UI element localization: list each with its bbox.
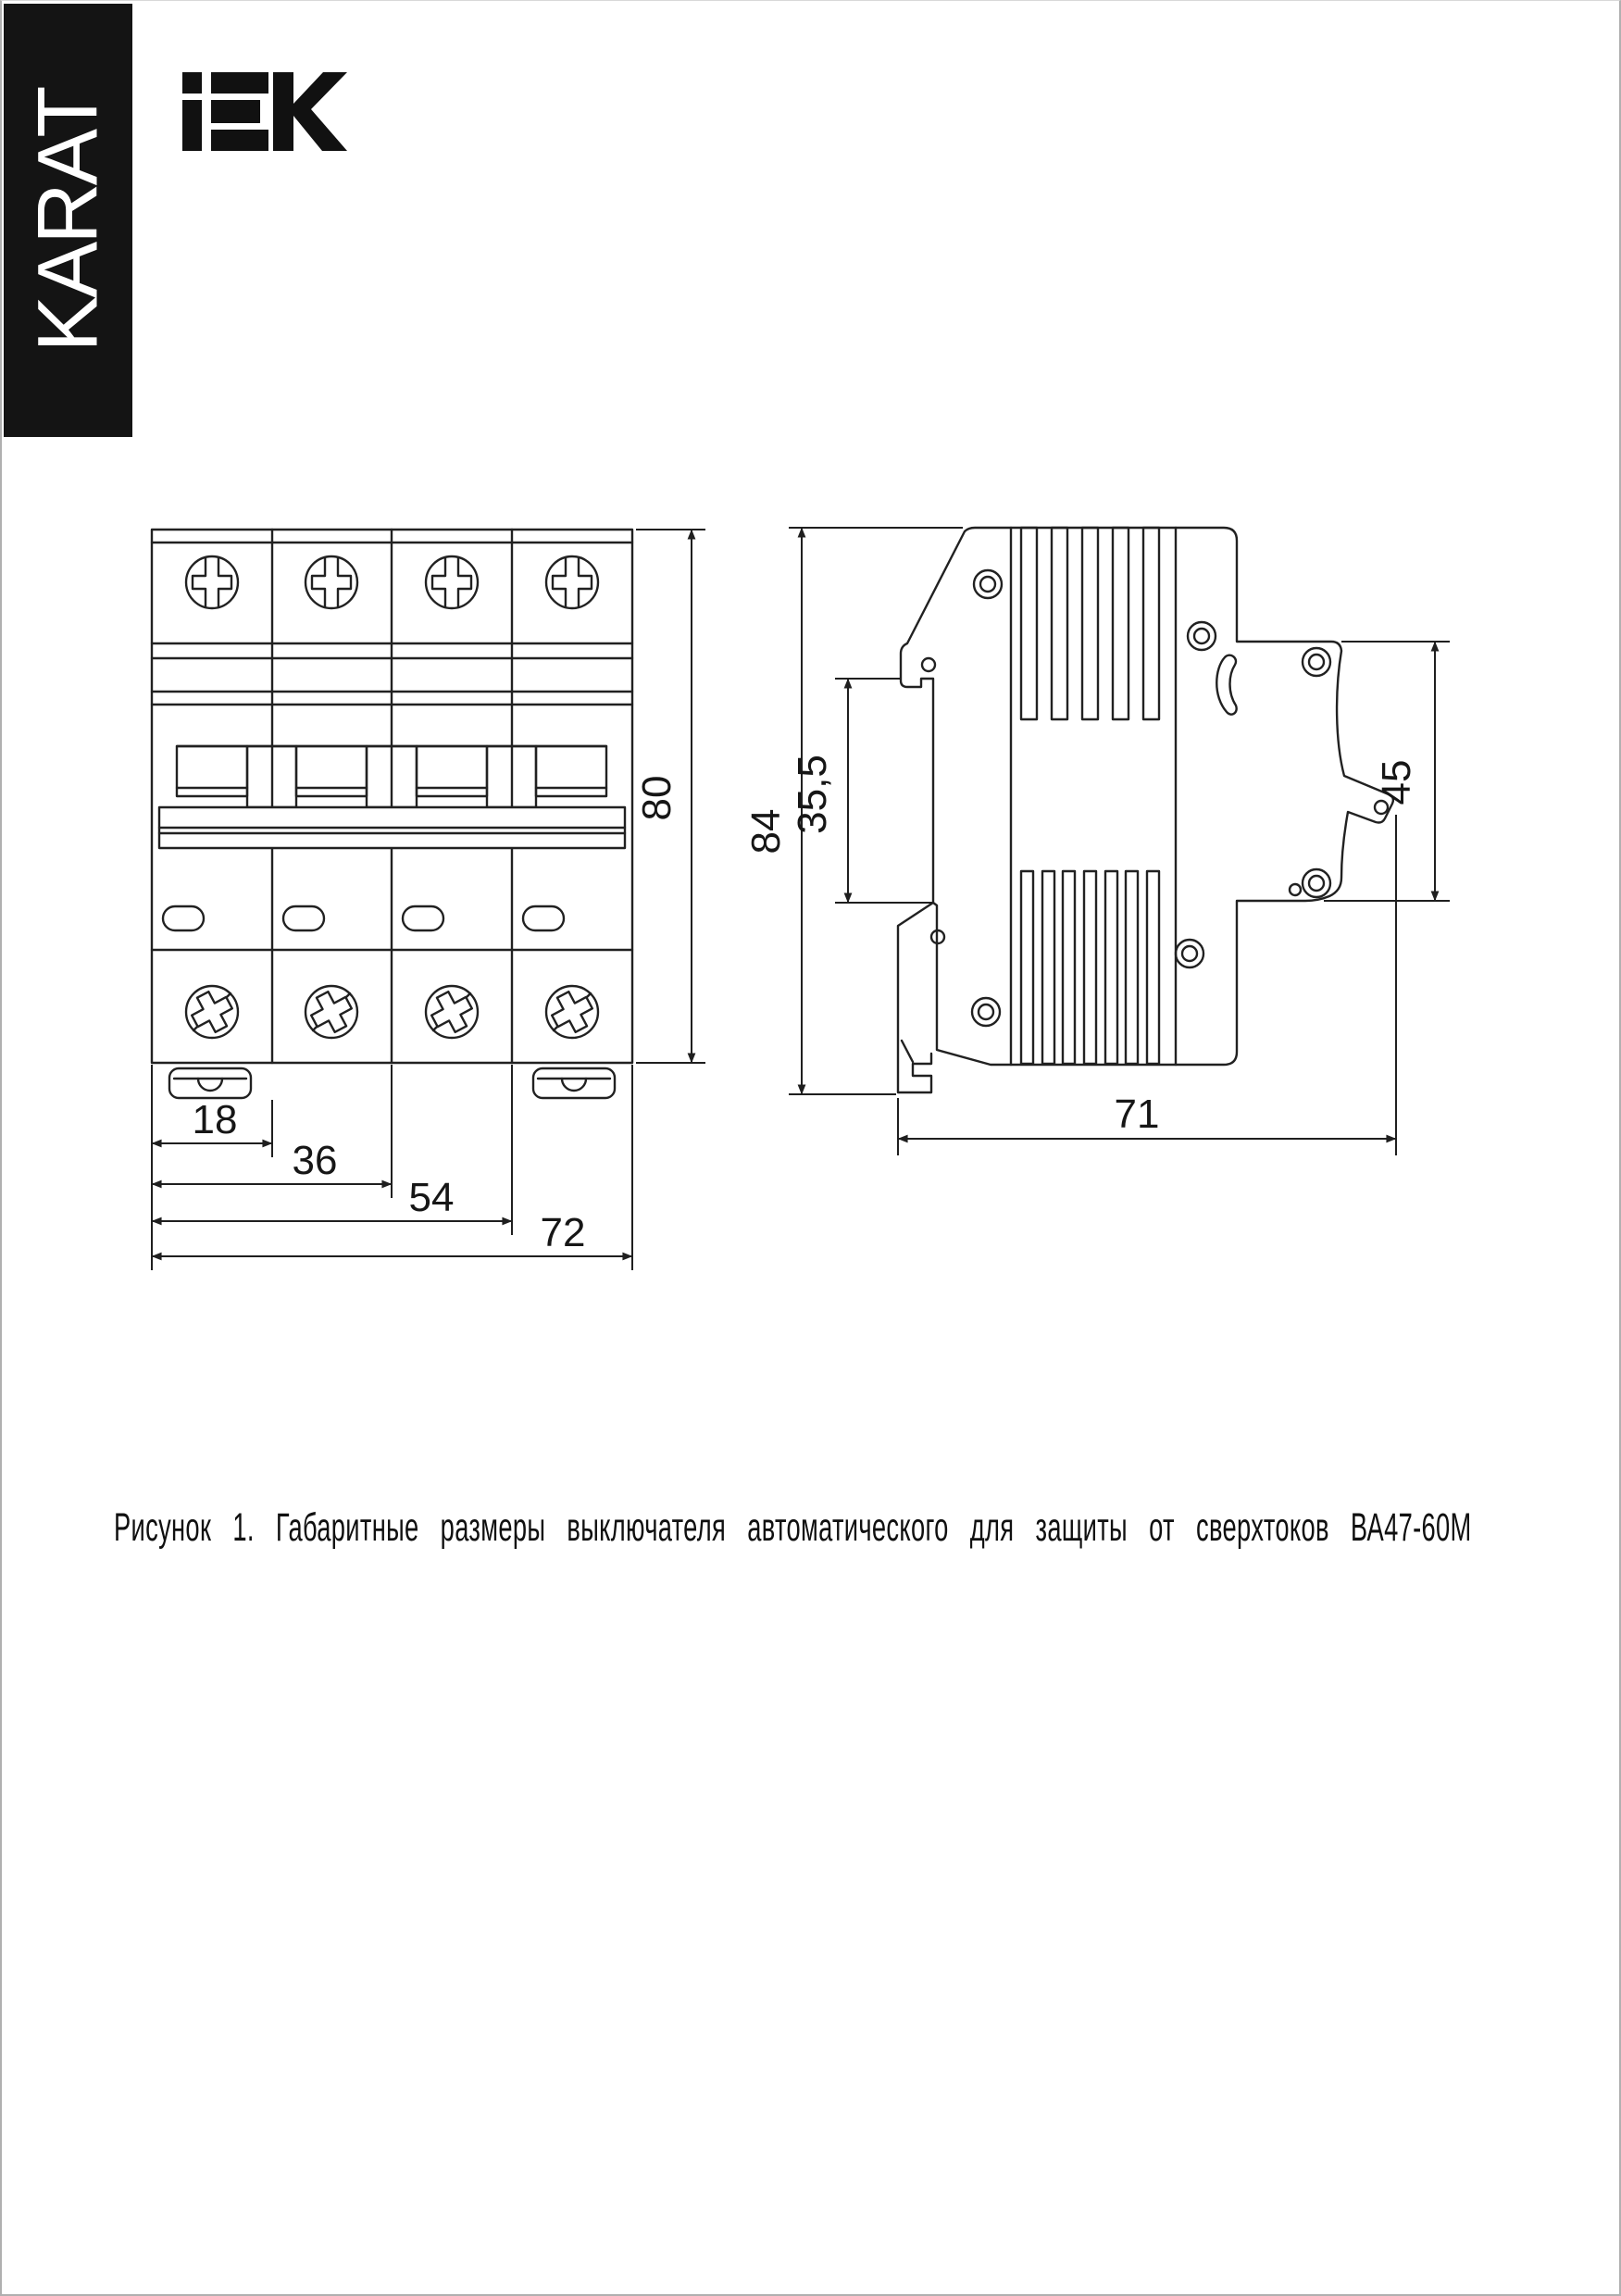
figure-caption	[114, 1505, 1472, 1554]
dimension-height-84	[743, 528, 963, 1094]
rivet-icon	[1303, 869, 1330, 897]
phillips-screw-icon	[305, 556, 357, 608]
pozidriv-screw-icon	[546, 986, 599, 1039]
dimension-height-80	[634, 530, 705, 1063]
phillips-screw-icon	[186, 556, 238, 608]
pozidriv-screw-icon	[186, 986, 239, 1039]
din-slide-clip	[898, 903, 933, 1092]
figure-caption-text: Рисунок 1. Габаритные размеры выключателя автоматического для защиты от сверхтоков ВА47-60М	[114, 1505, 1472, 1550]
pozidriv-screw-icon	[426, 986, 479, 1039]
dimension-label-84: 84	[743, 808, 789, 855]
toggle-crossbar	[159, 807, 625, 848]
rivet-icon	[1303, 648, 1330, 676]
dimension-label-71: 71	[1114, 1092, 1160, 1137]
front-view	[152, 530, 632, 1098]
oval-slot	[403, 906, 443, 930]
pozidriv-screw-icon	[305, 986, 358, 1039]
oval-slot	[523, 906, 564, 930]
rivet-icon	[972, 998, 1000, 1026]
karat-banner-text: KARAT	[20, 88, 115, 353]
dimension-label-72: 72	[540, 1210, 586, 1255]
pin-hole	[922, 658, 935, 671]
rivet-icon	[1176, 940, 1203, 967]
side-view	[898, 528, 1393, 1092]
dimension-label-45: 45	[1374, 759, 1419, 805]
vent-slots-top	[1021, 528, 1159, 719]
front-view-dimensions	[152, 530, 705, 1270]
dimension-label-54: 54	[408, 1175, 455, 1220]
dimension-label-18: 18	[192, 1097, 238, 1142]
dimension-label-35-5: 35,5	[790, 755, 835, 834]
phillips-screw-icon	[426, 556, 478, 608]
din-clip	[533, 1068, 615, 1098]
dimension-rail-35-5	[790, 679, 933, 903]
dimension-label-36: 36	[292, 1138, 338, 1183]
curved-slot	[1216, 655, 1236, 715]
rivet-icon	[1188, 622, 1216, 650]
oval-slot	[163, 906, 204, 930]
phillips-screw-icon	[546, 556, 598, 608]
oval-slot	[283, 906, 324, 930]
vent-slots-bottom	[1021, 871, 1159, 1064]
dimension-label-80: 80	[634, 775, 680, 821]
pin-hole	[1290, 884, 1301, 895]
dimension-width-72	[152, 1210, 632, 1256]
rivet-icon	[974, 570, 1002, 598]
din-clip	[169, 1068, 251, 1098]
dimension-width-18	[152, 1097, 272, 1143]
